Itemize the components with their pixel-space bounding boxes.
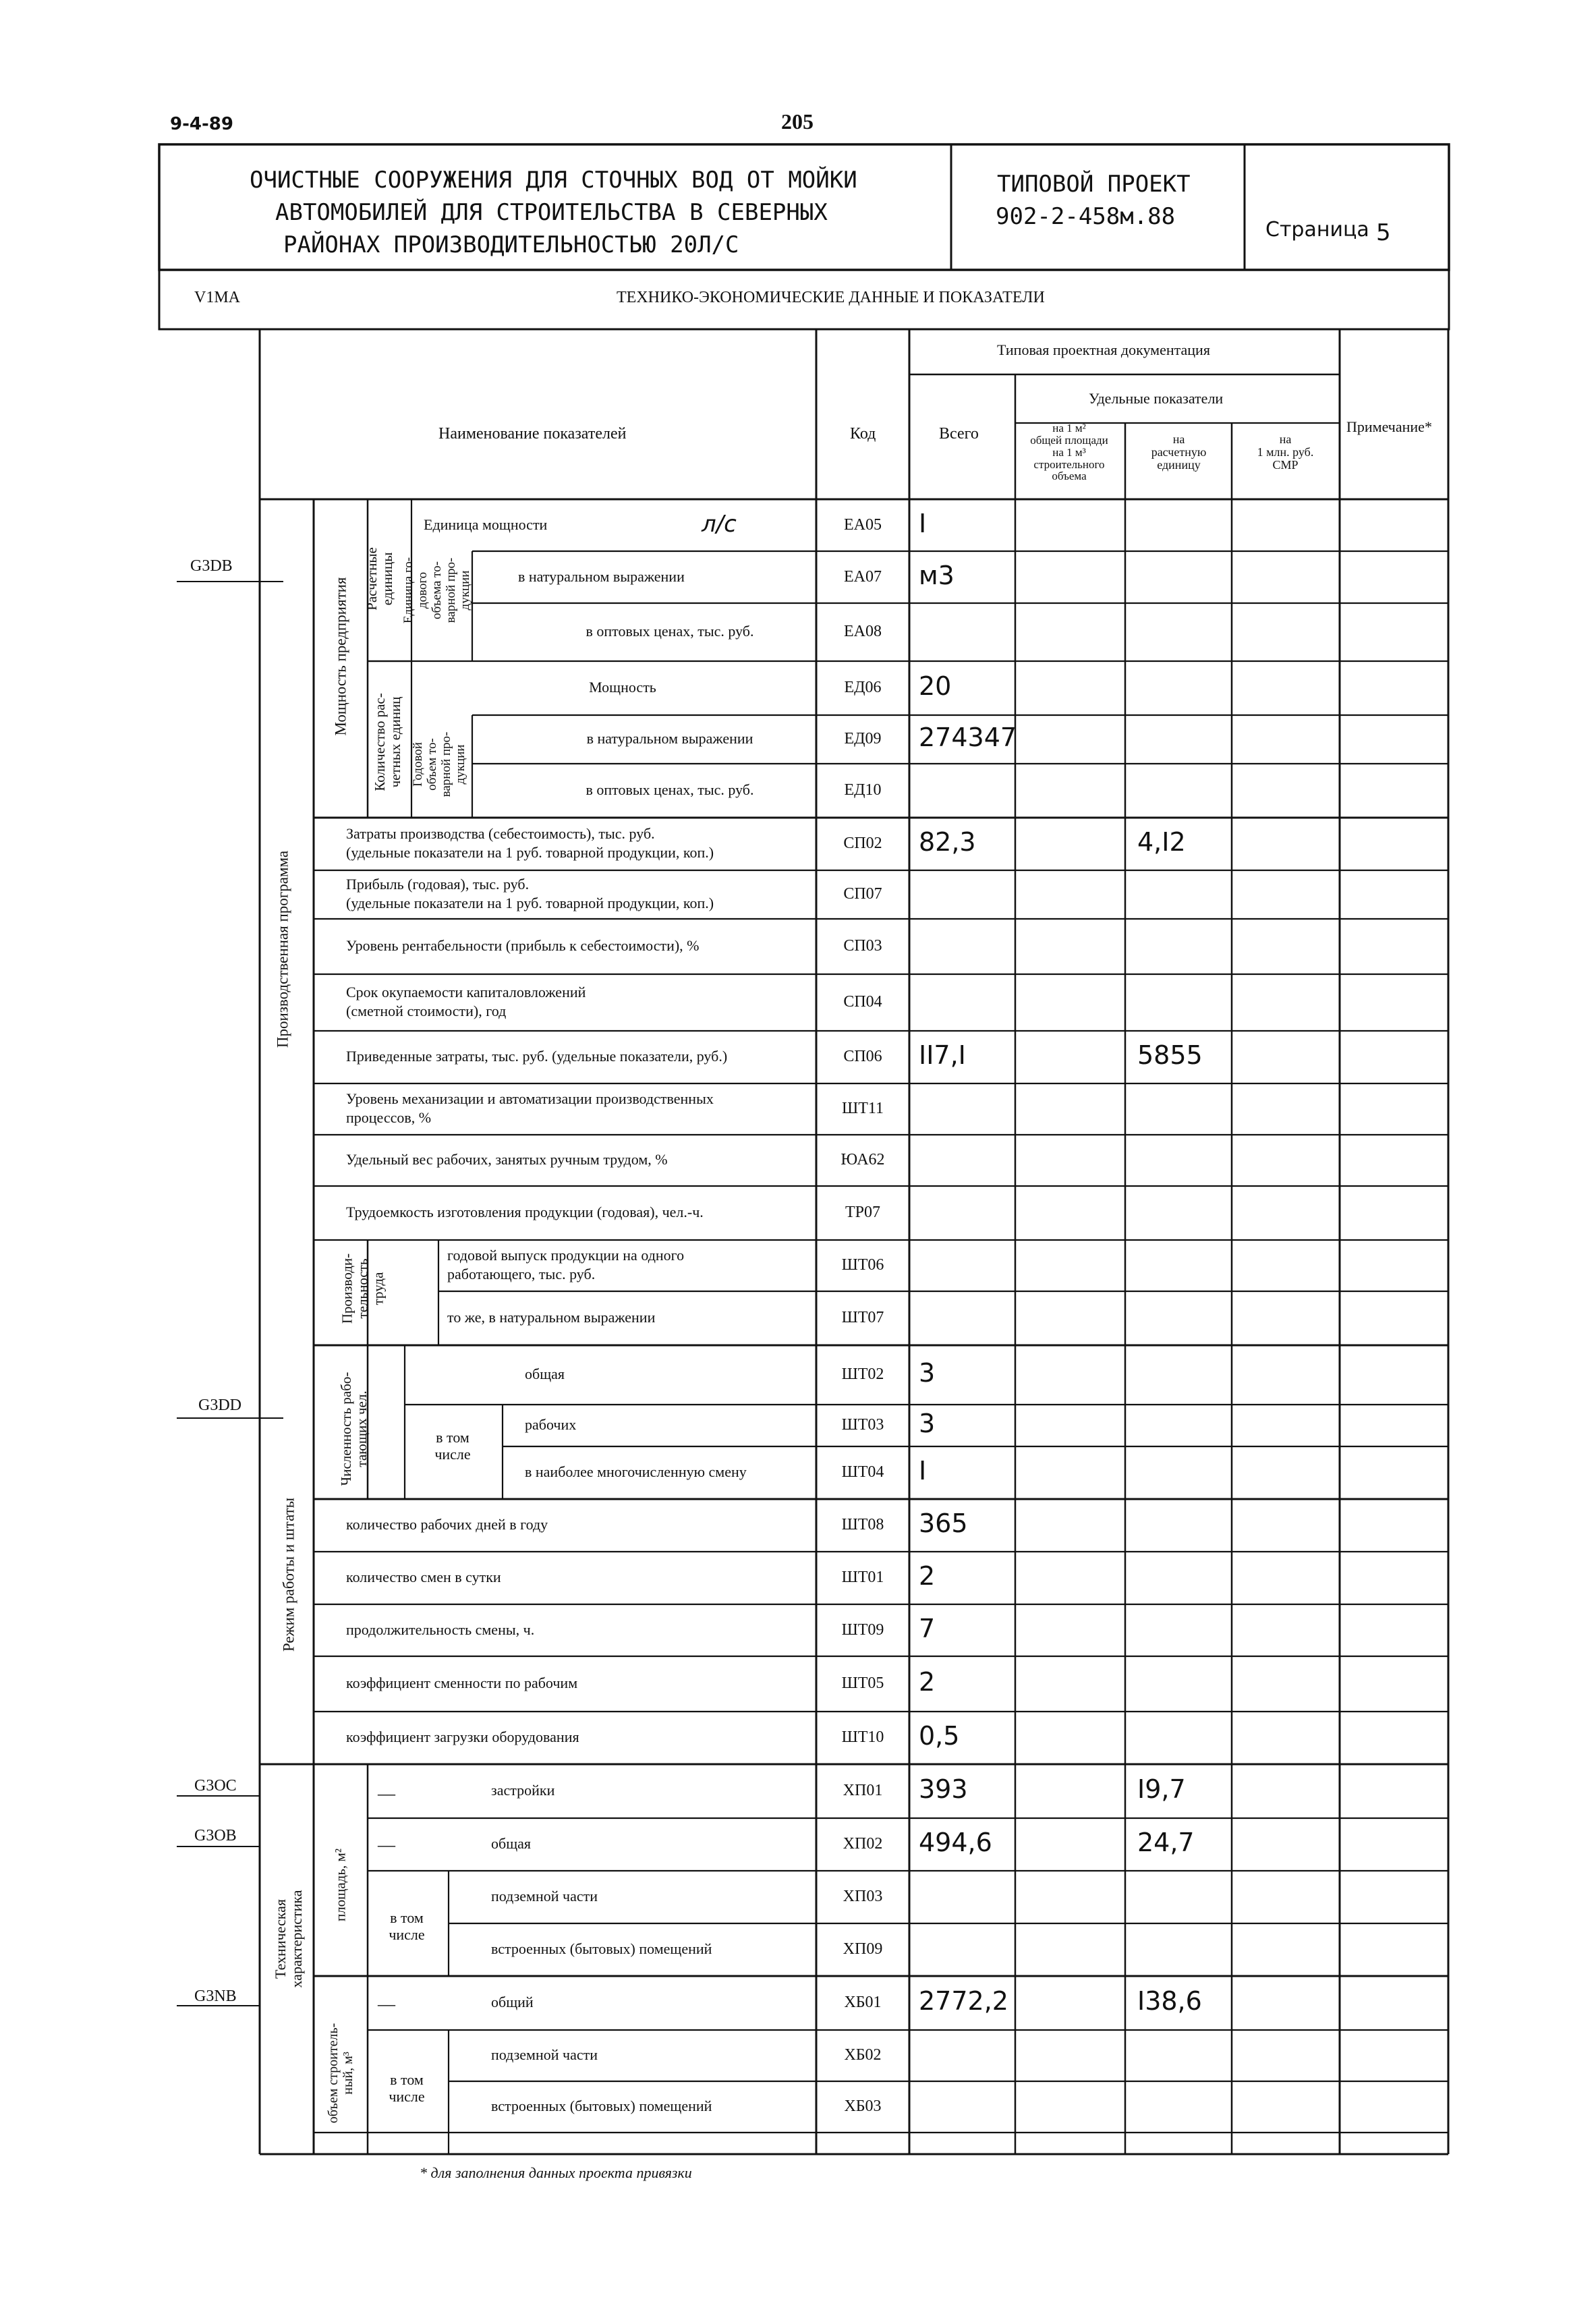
vlabel-production-program: Производственная программа <box>274 850 291 1048</box>
title-line-1: ОЧИСТНЫЕ СООРУЖЕНИЯ ДЛЯ СТОЧНЫХ ВОД ОТ МОЙКИ <box>250 167 857 194</box>
row-code: ЕА08 <box>844 623 882 640</box>
row-total-value: 274347 <box>919 723 1017 752</box>
vlabel-unit-annual-volume: Единица го- дового объема то- варной про- дукции <box>401 557 472 624</box>
row-name: количество рабочих дней в году <box>346 1516 548 1533</box>
row-code: ШТ01 <box>841 1569 884 1586</box>
margin-code-g3oc: G3OC <box>194 1777 237 1795</box>
row-name: общая <box>525 1365 565 1382</box>
in-total-label-volume: в том числе <box>389 2071 425 2106</box>
row-name-continued: (удельные показатели на 1 руб. товарной продукции, коп.) <box>346 895 714 911</box>
row-specific-per-unit: 4,I2 <box>1137 827 1186 857</box>
row-name: Удельный вес рабочих, занятых ручным трудом, % <box>346 1151 668 1168</box>
row-code: ХБ02 <box>844 2046 882 2064</box>
footnote: * для заполнения данных проекта привязки <box>420 2164 692 2181</box>
header-code: Код <box>850 425 876 443</box>
row-code: СП02 <box>843 835 882 852</box>
vlabel-tech-characteristics: Техническая характеристика <box>271 1890 305 1988</box>
row-specific-per-unit: 24,7 <box>1137 1828 1195 1857</box>
row-specific-per-unit: I9,7 <box>1137 1774 1186 1804</box>
margin-code-g3db: G3DB <box>190 557 233 575</box>
row-total-value: 82,3 <box>919 827 976 857</box>
row-code: ХБ03 <box>844 2097 882 2115</box>
row-total-value: 3 <box>919 1358 936 1388</box>
row-code: СП03 <box>843 937 882 955</box>
row-name: продолжительность смены, ч. <box>346 1620 535 1638</box>
row-code: ЕА05 <box>844 515 882 534</box>
row-name: общий <box>491 1994 534 2010</box>
vlabel-count-units: Количество рас- четных единиц <box>371 693 403 791</box>
in-total-label-area: в том числе <box>389 1909 425 1944</box>
row-name: Уровень механизации и автоматизации производственных <box>346 1090 714 1107</box>
row-name: количество смен в сутки <box>346 1569 501 1585</box>
header-spec1: на 1 м² общей площади на 1 м³ строительного объема <box>1030 422 1108 483</box>
dash-marker: — <box>378 1835 395 1855</box>
row-name-continued: процессов, % <box>346 1109 432 1126</box>
row-code: ХБ01 <box>844 1994 882 2011</box>
vlabel-work-mode-staff: Режим работы и штаты <box>280 1497 297 1652</box>
row-name: рабочих <box>525 1416 577 1433</box>
row-code: ШТ06 <box>841 1256 884 1274</box>
vlabel-headcount: Численность рабо- тающих чел. <box>337 1372 370 1486</box>
row-name-continued: (сметной стоимости), год <box>346 1003 507 1019</box>
row-name: подземной части <box>491 1888 598 1905</box>
vlabel-calc-units: Расчетные единицы <box>363 547 395 611</box>
title-line-3: РАЙОНАХ ПРОИЗВОДИТЕЛЬНОСТЬЮ 20Л/С <box>283 231 739 258</box>
margin-code-g3ob: G3OB <box>194 1827 237 1844</box>
row-name: Срок окупаемости капиталовложений <box>346 984 586 1000</box>
header-total: Всего <box>939 425 979 443</box>
margin-code-g3dd: G3DD <box>198 1397 241 1414</box>
row-code: ШТ02 <box>841 1365 884 1383</box>
row-name: Затраты производства (себестоимость), тыс. руб. <box>346 825 655 842</box>
row-code: ШТ05 <box>841 1674 884 1692</box>
row-code: ШТ10 <box>841 1728 884 1746</box>
dash-marker: — <box>378 1784 395 1803</box>
row-total-value: 2 <box>919 1667 936 1697</box>
row-name: застройки <box>491 1782 555 1799</box>
row-code: СП07 <box>843 885 882 903</box>
row-total-value: 393 <box>919 1774 968 1804</box>
row-total-value: I <box>919 1456 927 1486</box>
row-unit-handwritten: л/с <box>702 511 737 538</box>
row-specific-per-unit: 5855 <box>1137 1040 1203 1070</box>
vlabel-annual-volume: Годовой объем то- варной про- дукции <box>411 731 467 797</box>
document-number: 9-4-89 <box>170 114 233 134</box>
row-total-value: 365 <box>919 1509 968 1538</box>
row-name-continued: (удельные показатели на 1 руб. товарной продукции, коп.) <box>346 844 714 861</box>
in-total-label-headcount: в том числе <box>434 1429 471 1463</box>
row-name: коэффициент загрузки оборудования <box>346 1728 579 1745</box>
row-code: СП04 <box>843 993 882 1011</box>
row-total-value: I <box>919 508 927 538</box>
row-name: встроенных (бытовых) помещений <box>491 1940 712 1957</box>
row-specific-per-unit: I38,6 <box>1137 1986 1202 2016</box>
row-name: общая <box>491 1835 532 1852</box>
row-code: ШТ04 <box>841 1463 884 1481</box>
row-name: в натуральном выражении <box>518 567 685 585</box>
header-specific: Удельные показатели <box>1089 390 1224 407</box>
row-name: то же, в натуральном выражении <box>447 1309 656 1326</box>
header-spec2: на расчетную единицу <box>1151 432 1207 472</box>
row-name: в оптовых ценах, тыс. руб. <box>586 781 754 798</box>
vlabel-area: площадь, м² <box>332 1848 349 1922</box>
row-total-value: 0,5 <box>919 1721 960 1751</box>
row-code: ШТ08 <box>841 1516 884 1533</box>
row-name: коэффициент сменности по рабочим <box>346 1674 578 1691</box>
project-number: 902-2-458м.88 <box>996 203 1176 230</box>
header-name: Наименование показателей <box>438 425 627 443</box>
header-spec3: на 1 млн. руб. СМР <box>1257 432 1314 472</box>
row-total-value: 494,6 <box>919 1828 992 1857</box>
row-code: ШТ11 <box>842 1100 884 1117</box>
row-name-continued: работающего, тыс. руб. <box>447 1266 596 1282</box>
row-name: Прибыль (годовая), тыс. руб. <box>346 876 530 893</box>
row-name: годовой выпуск продукции на одного <box>447 1247 685 1264</box>
header-typical-docs: Типовая проектная документация <box>997 341 1210 358</box>
row-code: СП06 <box>843 1048 882 1065</box>
row-name: в оптовых ценах, тыс. руб. <box>586 623 754 640</box>
dash-marker: — <box>378 1994 395 2014</box>
page-value: 5 <box>1376 219 1391 246</box>
row-code: ШТ09 <box>841 1620 884 1639</box>
row-code: ХП02 <box>843 1835 883 1853</box>
row-name: подземной части <box>491 2046 598 2063</box>
row-name: встроенных (бытовых) помещений <box>491 2097 712 2114</box>
page-number: 205 <box>781 109 814 134</box>
row-code: ШТ03 <box>841 1416 884 1434</box>
row-name: Единица мощности <box>424 515 548 533</box>
vlabel-enterprise-capacity: Мощность предприятия <box>332 577 349 736</box>
row-code: ХП09 <box>843 1940 883 1958</box>
row-code: ЕА07 <box>844 567 882 586</box>
vlabel-labor-productivity: Производи- тельность труда <box>339 1253 387 1324</box>
row-code: ЕД09 <box>844 730 882 748</box>
row-name: Приведенные затраты, тыс. руб. (удельные показатели, руб.) <box>346 1048 728 1065</box>
row-total-value: 20 <box>919 671 952 701</box>
row-total-value: 7 <box>919 1613 936 1643</box>
row-total-value: 3 <box>919 1409 936 1438</box>
row-total-value: 2772,2 <box>919 1986 1008 2016</box>
header-note: Примечание* <box>1346 418 1432 435</box>
section-code: V1MA <box>194 289 241 306</box>
project-label: ТИПОВОЙ ПРОЕКТ <box>997 171 1191 198</box>
section-title: ТЕХНИКО-ЭКОНОМИЧЕСКИЕ ДАННЫЕ И ПОКАЗАТЕЛИ <box>617 289 1045 306</box>
row-code: ХП01 <box>843 1782 883 1799</box>
row-name: Уровень рентабельности (прибыль к себестоимости), % <box>346 937 700 954</box>
row-code: ЕД10 <box>844 781 882 799</box>
row-total-value: 2 <box>919 1561 936 1591</box>
row-code: ЕД06 <box>844 679 882 696</box>
row-code: ТР07 <box>845 1204 880 1221</box>
title-line-2: АВТОМОБИЛЕЙ ДЛЯ СТРОИТЕЛЬСТВА В СЕВЕРНЫХ <box>275 199 828 226</box>
page-label: Страница <box>1265 218 1369 242</box>
vlabel-building-volume: объем строитель- ный, м³ <box>326 2023 355 2124</box>
row-total-value: II7,I <box>919 1040 966 1070</box>
row-name: в наиболее многочисленную смену <box>525 1463 747 1480</box>
row-name: Трудоемкость изготовления продукции (годовая), чел.-ч. <box>346 1204 704 1220</box>
row-code: ХП03 <box>843 1888 883 1905</box>
row-code: ШТ07 <box>841 1309 884 1326</box>
row-total-value: м3 <box>919 560 954 590</box>
row-name: Мощность <box>589 679 656 696</box>
row-name: в натуральном выражении <box>586 730 753 747</box>
row-code: ЮА62 <box>840 1151 885 1168</box>
margin-code-g3nb: G3NB <box>194 1987 237 2005</box>
